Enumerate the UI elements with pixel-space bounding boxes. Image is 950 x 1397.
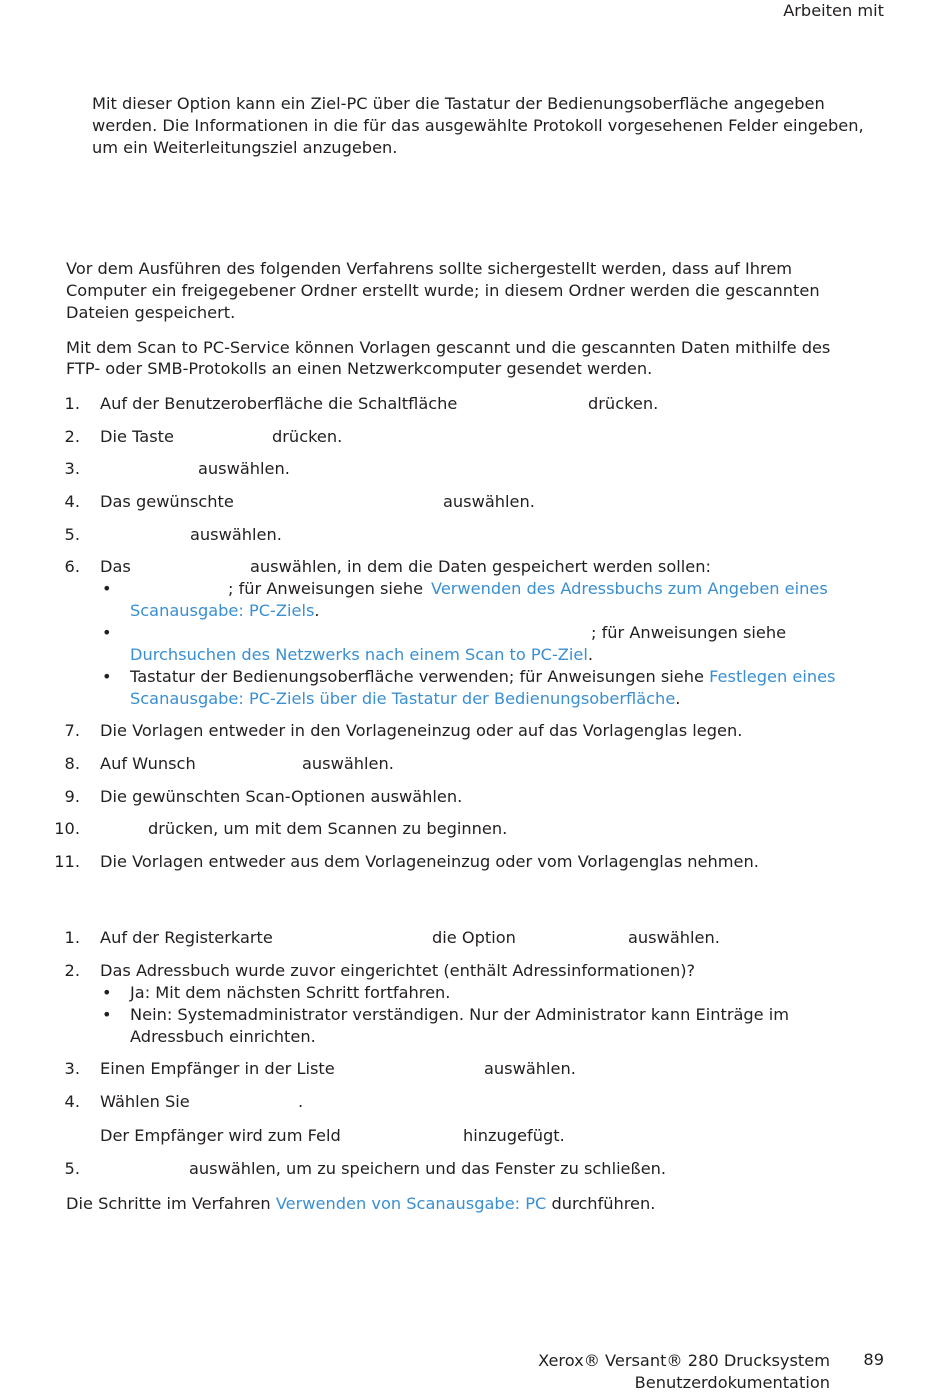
intro-line-3: um ein Weiterleitungsziel anzugeben. (92, 138, 398, 157)
bullet-dot: • (102, 667, 112, 686)
bullet-2-period: . (587, 645, 594, 664)
bullet-1-link-cont[interactable]: Scanausgabe: PC-Ziels (130, 601, 315, 620)
bullet-3-text: Tastatur der Bedienungsoberfläche verwenden; für Anweisungen siehe (130, 667, 704, 686)
step-10-text-end: drücken, um mit dem Scannen zu beginnen. (148, 819, 508, 838)
step-number: 5. (64, 525, 80, 544)
bullet-2-link-line (130, 644, 593, 666)
bullet-dot: • (102, 623, 112, 642)
final-text-end: durchführen. (551, 1194, 656, 1213)
step-number: 3. (64, 1059, 80, 1078)
final-link[interactable]: Verwenden von Scanausgabe: PC (275, 1194, 547, 1213)
step-5-text-end: auswählen. (190, 525, 282, 544)
step-8-text: Auf Wunsch (100, 754, 196, 773)
bullet-1-link-line-2 (130, 600, 320, 622)
s2-step-5-text-end: auswählen, um zu speichern und das Fenster zu schließen. (189, 1159, 667, 1178)
bullet-dot: • (102, 983, 112, 1002)
step-number: 4. (64, 1092, 80, 1111)
bullet-1-period: . (314, 601, 320, 620)
s2-bullet-no-line-2: Adressbuch einrichten. (130, 1027, 316, 1046)
step-number: 1. (64, 928, 80, 947)
step-7-text: Die Vorlagen entweder in den Vorlageneinzug oder auf das Vorlagenglas legen. (100, 721, 743, 740)
step-number: 3. (64, 459, 80, 478)
step-2-text: Die Taste (100, 427, 174, 446)
s2-step-3-text: Einen Empfänger in der Liste (100, 1059, 335, 1078)
s2-step-4-sub: Der Empfänger wird zum Feld (100, 1126, 341, 1145)
step-2-text-end: drücken. (272, 427, 343, 446)
step-4-text-end: auswählen. (443, 492, 535, 511)
page-number: 89 (863, 1350, 884, 1369)
bullet-1-link-line-1[interactable]: Verwenden des Adressbuchs zum Angeben eines (431, 579, 828, 598)
step-1-text-end: drücken. (588, 394, 659, 413)
bullet-3-line-2 (130, 688, 680, 710)
step-6-text: Das (100, 557, 131, 576)
s2-step-4-sub-end: hinzugefügt. (463, 1126, 565, 1145)
s2-step-1-text-mid: die Option (432, 928, 516, 947)
step-number: 5. (64, 1159, 80, 1178)
step-number: 1. (64, 394, 80, 413)
step-number: 4. (64, 492, 80, 511)
step-number: 6. (64, 557, 80, 576)
s2-step-1-text: Auf der Registerkarte (100, 928, 273, 947)
step-number: 2. (64, 427, 80, 446)
step-number: 10. (54, 819, 80, 838)
s2-step-3-text-end: auswählen. (484, 1059, 576, 1078)
running-header: Arbeiten mit (783, 1, 884, 20)
step-6-text-end: auswählen, in dem die Daten gespeichert werden sollen: (250, 557, 711, 576)
step-8-text-end: auswählen. (302, 754, 394, 773)
step-11-text: Die Vorlagen entweder aus dem Vorlageneinzug oder vom Vorlagenglas nehmen. (100, 852, 759, 871)
step-number: 2. (64, 961, 80, 980)
step-9-text: Die gewünschten Scan-Optionen auswählen. (100, 787, 463, 806)
bullet-2-link[interactable]: Durchsuchen des Netzwerks nach einem Scan to PC-Ziel (130, 645, 588, 664)
para2-line-1: Mit dem Scan to PC-Service können Vorlagen gescannt und die gescannten Daten mithilfe des (66, 338, 831, 357)
footer-product: Xerox® Versant® 280 Drucksystem (538, 1351, 830, 1370)
bullet-dot: • (102, 579, 112, 598)
intro-line-1: Mit dieser Option kann ein Ziel-PC über die Tastatur der Bedienungsoberfläche angegeben (92, 94, 825, 113)
bullet-3-link-cont[interactable]: Scanausgabe: PC-Ziels über die Tastatur der Bedienungsoberfläche (130, 689, 676, 708)
step-3-text-end: auswählen. (198, 459, 290, 478)
bullet-3-period: . (675, 689, 681, 708)
bullet-3-line-1 (130, 666, 836, 688)
final-paragraph (66, 1193, 655, 1215)
final-text: Die Schritte im Verfahren (66, 1194, 271, 1213)
bullet-1-text: ; für Anweisungen siehe (228, 579, 424, 598)
s2-step-2-text: Das Adressbuch wurde zuvor eingerichtet (enthält Adressinformationen)? (100, 961, 696, 980)
s2-step-1-text-end: auswählen. (628, 928, 720, 947)
para1-line-3: Dateien gespeichert. (66, 303, 236, 322)
bullet-dot: • (102, 1005, 112, 1024)
footer-doc: Benutzerdokumentation (634, 1373, 830, 1392)
step-4-text: Das gewünschte (100, 492, 234, 511)
s2-step-4-text: Wählen Sie (100, 1092, 190, 1111)
s2-bullet-yes: Ja: Mit dem nächsten Schritt fortfahren. (130, 983, 451, 1002)
step-1-text: Auf der Benutzeroberfläche die Schaltfläche (100, 394, 458, 413)
para2-line-2: FTP- oder SMB-Protokolls an einen Netzwerkcomputer gesendet werden. (66, 359, 653, 378)
step-number: 11. (54, 852, 80, 871)
step-number: 7. (64, 721, 80, 740)
s2-step-4-text-end: . (298, 1092, 304, 1111)
step-number: 9. (64, 787, 80, 806)
bullet-3-link[interactable]: Festlegen eines (709, 667, 836, 686)
para1-line-1: Vor dem Ausführen des folgenden Verfahrens sollte sichergestellt werden, dass auf Ihrem (66, 259, 793, 278)
para1-line-2: Computer ein freigegebener Ordner erstellt wurde; in diesem Ordner werden die gescannten (66, 281, 820, 300)
intro-line-2: werden. Die Informationen in die für das ausgewählte Protokoll vorgesehenen Felder eingeben, (92, 116, 864, 135)
s2-bullet-no-line-1: Nein: Systemadministrator verständigen. Nur der Administrator kann Einträge im (130, 1005, 790, 1024)
step-number: 8. (64, 754, 80, 773)
bullet-2-text: ; für Anweisungen siehe (591, 623, 787, 642)
